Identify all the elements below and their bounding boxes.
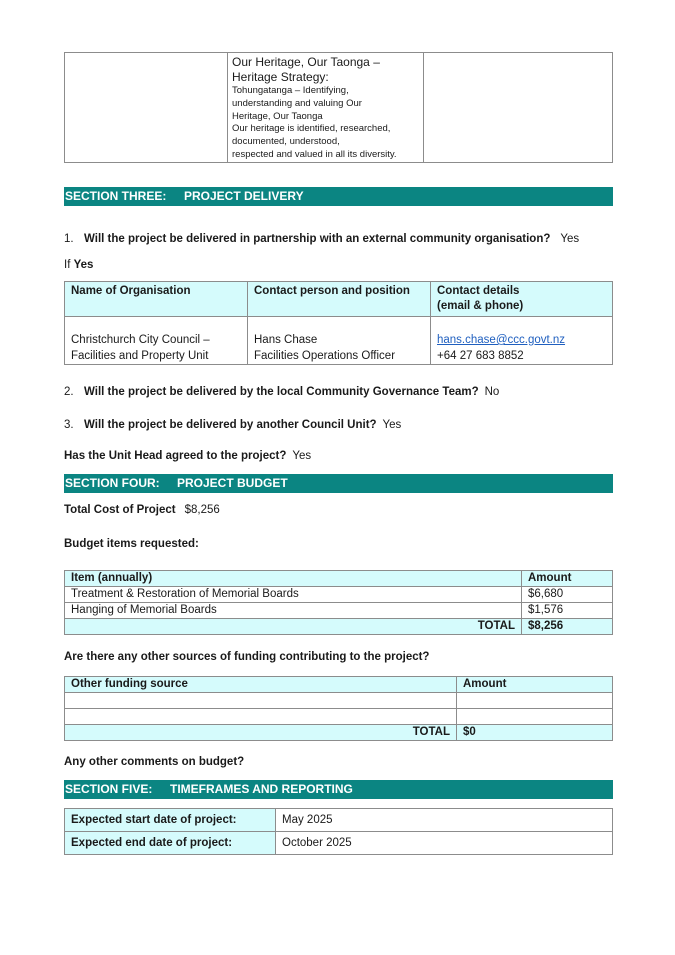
- table-row: [65, 832, 613, 855]
- question-3-number: 3.: [64, 419, 74, 431]
- table-row: [65, 693, 613, 709]
- budget-items-heading: [64, 538, 199, 550]
- funding-source-cell: [65, 709, 457, 725]
- section-four-title: PROJECT BUDGET: [177, 476, 288, 490]
- strategy-body-line: Heritage, Our Taonga: [232, 110, 323, 122]
- section-three-header: [64, 187, 613, 206]
- question-3-answer: Yes: [382, 419, 402, 431]
- contact-email-link[interactable]: hans.chase@ccc.govt.nz: [437, 334, 566, 346]
- section-five-header: [64, 780, 613, 799]
- org-header-contact-person: Contact person and position: [248, 282, 431, 317]
- budget-header-amount: Amount: [522, 571, 613, 587]
- budget-amount-cell: $6,680: [522, 587, 613, 603]
- question-3-text: Will the project be delivered by another Council Unit?: [84, 419, 377, 431]
- end-date-value: October 2025: [276, 832, 613, 855]
- org-header-contact-details: [431, 282, 613, 317]
- total-cost-value: $8,256: [184, 504, 220, 516]
- funding-question: [64, 651, 429, 663]
- question-1-text: Will the project be delivered in partnership with an external community organisation?: [84, 233, 551, 245]
- budget-total-row: [65, 619, 613, 635]
- budget-comments-question: [64, 756, 244, 768]
- question-2-text: Will the project be delivered by the local Community Governance Team?: [84, 386, 479, 398]
- budget-item-cell: Hanging of Memorial Boards: [65, 603, 522, 619]
- total-cost-label: Total Cost of Project: [64, 504, 176, 516]
- funding-source-cell: [65, 693, 457, 709]
- budget-amount-cell: $1,576: [522, 603, 613, 619]
- table-row: [65, 809, 613, 832]
- contact-phone: +64 27 683 8852: [437, 350, 524, 362]
- section-four-label: SECTION FOUR:: [65, 476, 160, 490]
- budget-table: [64, 570, 613, 635]
- contact-person-name: Hans Chase: [254, 334, 318, 346]
- if-prefix: If: [64, 259, 71, 271]
- strategy-body-line: documented, understood,: [232, 136, 340, 148]
- heritage-strategy-table: [64, 52, 613, 163]
- question-2-number: 2.: [64, 386, 74, 398]
- contact-person-cell: [248, 317, 431, 365]
- contact-details-line2: (email & phone): [437, 300, 524, 312]
- if-yes-bold: Yes: [73, 259, 94, 271]
- total-cost-line: [64, 504, 220, 516]
- unit-head-question-text: Has the Unit Head agreed to the project?: [64, 450, 287, 462]
- funding-header-amount: Amount: [457, 677, 613, 693]
- funding-question-text: Are there any other sources of funding contributing to the project?: [64, 651, 430, 663]
- org-name-cell: [65, 317, 248, 365]
- table-row: [65, 709, 613, 725]
- unit-head-question: [64, 450, 311, 462]
- question-2: [64, 386, 499, 398]
- table-row: [65, 587, 613, 603]
- funding-total-value: $0: [457, 725, 613, 741]
- funding-total-row: [65, 725, 613, 741]
- funding-header-source: Other funding source: [65, 677, 457, 693]
- budget-total-label: TOTAL: [65, 619, 522, 635]
- start-date-value: May 2025: [276, 809, 613, 832]
- org-header-name: Name of Organisation: [65, 282, 248, 317]
- if-yes-label: [64, 259, 93, 271]
- budget-items-heading-text: Budget items requested:: [64, 538, 199, 550]
- table-row: [65, 317, 613, 365]
- strategy-body-line: respected and valued in all its diversity.: [232, 148, 397, 160]
- heritage-col3-cell: [424, 53, 613, 163]
- budget-header-item: Item (annually): [65, 571, 522, 587]
- end-date-label: Expected end date of project:: [65, 832, 276, 855]
- timeframes-table: [64, 808, 613, 855]
- contact-details-cell: [431, 317, 613, 365]
- section-five-label: SECTION FIVE:: [65, 782, 153, 796]
- other-funding-table: [64, 676, 613, 741]
- budget-item-cell: Treatment & Restoration of Memorial Boards: [65, 587, 522, 603]
- question-2-answer: No: [484, 386, 500, 398]
- heritage-strategy-cell: [228, 53, 424, 163]
- section-five-title: TIMEFRAMES AND REPORTING: [170, 782, 353, 796]
- budget-total-value: $8,256: [522, 619, 613, 635]
- strategy-title-line2: Heritage Strategy:: [232, 70, 329, 84]
- contact-person-position: Facilities Operations Officer: [254, 350, 396, 362]
- heritage-col1-cell: [65, 53, 228, 163]
- table-row: [65, 603, 613, 619]
- section-three-label: SECTION THREE:: [65, 189, 167, 203]
- strategy-body-line: understanding and valuing Our: [232, 97, 362, 109]
- funding-amount-cell: [457, 693, 613, 709]
- question-1-number: 1.: [64, 233, 74, 245]
- question-1-answer: Yes: [560, 233, 580, 245]
- org-name-line1: Christchurch City Council –: [71, 334, 210, 346]
- funding-total-label: TOTAL: [65, 725, 457, 741]
- organisation-table: [64, 281, 613, 365]
- unit-head-answer: Yes: [292, 450, 312, 462]
- start-date-label: Expected start date of project:: [65, 809, 276, 832]
- section-three-title: PROJECT DELIVERY: [184, 189, 304, 203]
- strategy-title-line1: Our Heritage, Our Taonga –: [232, 55, 380, 69]
- strategy-body-line: Tohungatanga – Identifying,: [232, 85, 349, 96]
- question-3: [64, 419, 401, 431]
- section-four-header: [64, 474, 613, 493]
- contact-details-line1: Contact details: [437, 285, 520, 297]
- funding-amount-cell: [457, 709, 613, 725]
- question-1: [64, 233, 579, 245]
- org-name-line2: Facilities and Property Unit: [71, 350, 209, 362]
- budget-comments-question-text: Any other comments on budget?: [64, 756, 245, 768]
- strategy-body-line: Our heritage is identified, researched,: [232, 123, 391, 135]
